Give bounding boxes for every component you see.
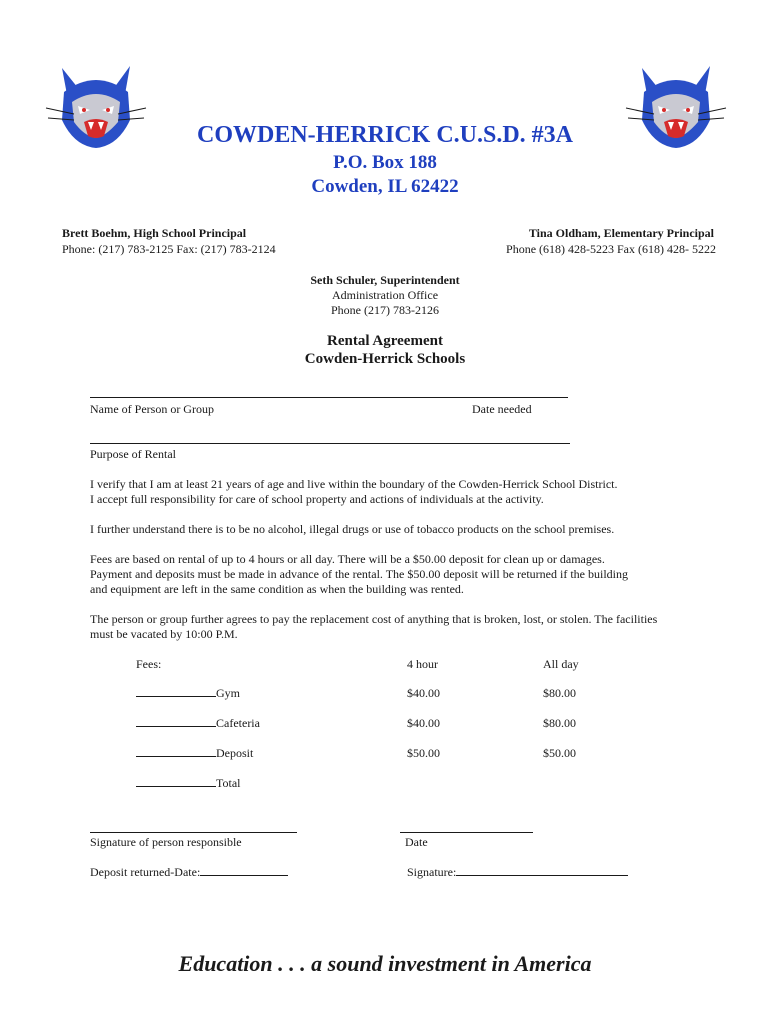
paragraph-line: The person or group further agrees to pay the replacement cost of anything that is broken, lost, or stolen. The facilities: [90, 612, 658, 626]
paragraph-line: I further understand there is to be no alcohol, illegal drugs or use of tobacco products on the school premises.: [90, 522, 615, 536]
signature-field: [407, 865, 628, 880]
fee-row-allday: $50.00: [543, 746, 576, 760]
hs-principal-phone: Phone: (217) 783-2125 Fax: (217) 783-2124: [62, 242, 276, 256]
po-box: P.O. Box 188: [333, 152, 437, 173]
fees-col-allday: All day: [543, 657, 579, 671]
fees-col-4hour: 4 hour: [407, 657, 438, 671]
fee-check-blank[interactable]: [136, 686, 216, 697]
fee-row-cafeteria: [136, 716, 260, 731]
name-date-blank-line[interactable]: [90, 397, 568, 398]
purpose-of-rental-label: Purpose of Rental: [90, 447, 176, 461]
fee-row-total: [136, 776, 241, 791]
date-needed-label: Date needed: [472, 402, 532, 416]
paragraph-fees: [90, 552, 740, 597]
fee-check-blank[interactable]: [136, 716, 216, 727]
paragraph-premises: [90, 522, 740, 537]
fee-row-allday: $80.00: [543, 716, 576, 730]
superintendent-name: Seth Schuler, Superintendent: [310, 273, 460, 287]
fee-row-4hour: $50.00: [407, 746, 440, 760]
fee-row-name: Gym: [216, 686, 240, 700]
paragraph-replacement: [90, 612, 740, 642]
deposit-returned-blank[interactable]: [200, 865, 288, 876]
footer-motto: Education . . . a sound investment in America: [178, 951, 592, 976]
paragraph-line: must be vacated by 10:00 P.M.: [90, 627, 238, 641]
fee-row-4hour: $40.00: [407, 686, 440, 700]
fees-label: Fees:: [136, 657, 162, 671]
paragraph-line: and equipment are left in the same condition as when the building was rented.: [90, 582, 464, 596]
document-subtitle: Cowden-Herrick Schools: [304, 351, 466, 367]
name-of-person-label: Name of Person or Group: [90, 402, 214, 416]
deposit-returned-field: [90, 865, 288, 880]
hs-principal-name: Brett Boehm, High School Principal: [62, 226, 247, 240]
elem-principal-name: Tina Oldham, Elementary Principal: [528, 226, 714, 240]
total-blank[interactable]: [136, 776, 216, 787]
elem-principal-phone: Phone (618) 428-5223 Fax (618) 428- 5222: [506, 242, 716, 256]
district-name: COWDEN-HERRICK C.U.S.D. #3A: [196, 122, 574, 148]
signature-date-label: Date: [405, 835, 428, 849]
fee-row-gym: [136, 686, 240, 701]
paragraph-line: I accept full responsibility for care of school property and actions of individuals at the activity.: [90, 492, 544, 506]
signature-label: Signature:: [407, 865, 457, 879]
superintendent-office: Administration Office: [331, 288, 439, 302]
purpose-blank-line[interactable]: [90, 443, 570, 444]
fee-row-4hour: $40.00: [407, 716, 440, 730]
paragraph-line: Payment and deposits must be made in advance of the rental. The $50.00 deposit will be returned if the building: [90, 567, 628, 581]
fee-row-allday: $80.00: [543, 686, 576, 700]
signature-blank[interactable]: [456, 865, 628, 876]
deposit-returned-label: Deposit returned-Date:: [90, 865, 201, 879]
signature-blank-line[interactable]: [90, 832, 297, 833]
fee-check-blank[interactable]: [136, 746, 216, 757]
superintendent-phone: Phone (217) 783-2126: [331, 303, 439, 317]
date-blank-line[interactable]: [400, 832, 533, 833]
city-address: Cowden, IL 62422: [311, 176, 459, 197]
document-title: Rental Agreement: [327, 333, 443, 349]
fee-row-deposit: [136, 746, 253, 761]
fee-row-name: Cafeteria: [216, 716, 260, 730]
paragraph-verify: [90, 477, 740, 507]
signature-person-label: Signature of person responsible: [90, 835, 242, 849]
total-label: Total: [216, 776, 241, 790]
fee-row-name: Deposit: [216, 746, 254, 760]
paragraph-line: I verify that I am at least 21 years of age and live within the boundary of the Cowden-Herrick School District.: [90, 477, 618, 491]
paragraph-line: Fees are based on rental of up to 4 hours or all day. There will be a $50.00 deposit for clean up or damages.: [90, 552, 605, 566]
